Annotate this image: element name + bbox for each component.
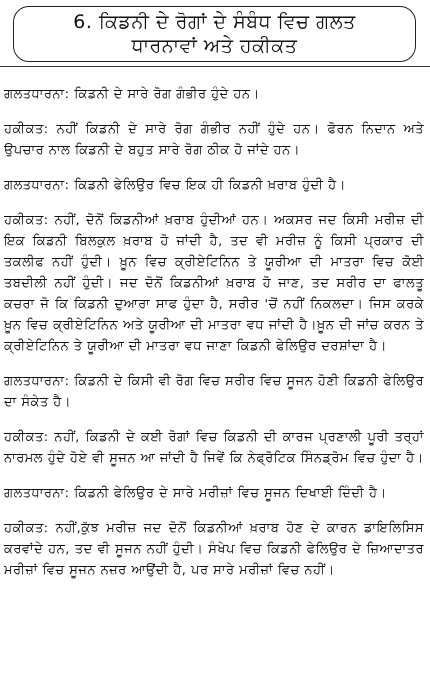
paragraph-fact-2 [4,210,424,357]
misconception-label: ਗਲਤਧਾਰਨਾ: [4,178,70,193]
paragraph-misconception-3 [4,371,424,413]
paragraph-text: ਨਹੀਂ, ਦੋਨੋਂ ਕਿਡਨੀਆਂ ਖ਼ਰਾਬ ਹੁੰਦੀਆਂ ਹਨ। ਅਕਸਰ ਜਦ ਕਿਸੀ ਮਰੀਜ਼ ਦੀ ਇਕ ਕਿਡਨੀ ਬਿਲਕੁਲ ਖ਼ਰਾਬ ਹੋ ਜਾਂਦੀ ਹੈ, ਤਦ ਵੀ ਮਰੀਜ਼ ਨੂੰ ਕਿਸੀ ਪ੍ਰਕਾਰ ਦੀ ਤਕਲੀਫ ਨਹੀਂ ਹੁੰਦੀ। ਖ਼ੂਨ ਵਿਚ ਕ੍ਰੀਏਟਿਨਿਨ ਤੇ ਯੂਰੀਆ ਦੀ ਮਾਤਰਾ ਵਿਚ ਕੋਈ ਤਬਦੀਲੀ ਨਹੀਂ ਹੁੰਦੀ। ਜਦ ਦੋਨੋਂ ਕਿਡਨੀਆਂ ਖ਼ਰਾਬ ਹੋ ਜਾਣ, ਤਦ ਸਰੀਰ ਦਾ ਫਾਲਤੂ ਕਚਰਾ ਜੋ ਕਿ ਕਿਡਨੀ ਦੁਆਰਾ ਸਾਫ ਹੁੰਦਾ ਹੈ, ਸਰੀਰ 'ਚੋਂ ਨਹੀਂ ਨਿਕਲਦਾ। ਜਿਸ ਕਰਕੇ ਖ਼ੂਨ ਵਿਚ ਕ੍ਰੀਏਟਿਨਿਨ ਅਤੇ ਯੂਰੀਆ ਦੀ ਮਾਤਰਾ ਵਧ ਜਾਂਦੀ ਹੈ।ਖ਼ੂਨ ਦੀ ਜਾਂਚ ਕਰਨ ਤੇ ਕ੍ਰੀਏਟਿਨਿਨ ਤੇ ਯੂਰੀਆ ਦੀ ਮਾਤਰਾ ਵਧ ਜਾਣਾ ਕਿਡਨੀ ਫੇਲਿਉਰ ਦਰਸ਼ਾਂਦਾ ਹੈ। [4,213,425,354]
paragraph-fact-4 [4,518,424,581]
paragraph-text: ਨਹੀਂ, ਕਿਡਨੀ ਦੇ ਕਈ ਰੋਗਾਂ ਵਿਚ ਕਿਡਨੀ ਦੀ ਕਾਰਜ ਪ੍ਰਣਾਲੀ ਪੂਰੀ ਤਰ੍ਹਾਂ ਨਾਰਮਲ ਹੁੰਦੇ ਹੋਏ ਵੀ ਸੂਜਨ ਆ ਜਾਂਦੀ ਹੈ ਜਿਵੇਂ ਕਿ ਨੇਫ੍ਰੋਟਿਕ ਸਿੰਨਡ੍ਰੋਮ ਵਿਚ ਹੁੰਦਾ ਹੈ। [4,430,425,466]
paragraph-text: ਕਿਡਨੀ ਫੇਲਿਉਰ ਦੇ ਸਾਰੇ ਮਰੀਜ਼ਾਂ ਵਿਚ ਸੂਜਨ ਦਿਖਾਈ ਦਿੰਦੀ ਹੈ। [74,486,387,501]
fact-label: ਹਕੀਕਤ: [4,122,49,137]
paragraph-text: ਕਿਡਨੀ ਦੇ ਸਾਰੇ ਰੋਗ ਗੰਭੀਰ ਹੁੰਦੇ ਹਨ। [74,87,260,102]
paragraph-fact-1 [4,119,424,161]
fact-label: ਹਕੀਕਤ: [4,430,49,445]
paragraph-fact-3 [4,427,424,469]
title-line-1: 6. ਕਿਡਨੀ ਦੇ ਰੋਗਾਂ ਦੇ ਸੰਬੰਧ ਵਿਚ ਗਲਤ [73,11,356,33]
title-divider [0,66,430,67]
paragraph-text: ਕਿਡਨੀ ਦੇ ਕਿਸੀ ਵੀ ਰੋਗ ਵਿਚ ਸਰੀਰ ਵਿਚ ਸੂਜਨ ਹੋਣੀ ਕਿਡਨੀ ਫੇਲਿਉਰ ਦਾ ਸੰਕੇਤ ਹੈ। [4,374,424,410]
document-body [4,84,424,595]
paragraph-misconception-1 [4,84,424,105]
title-line-2: ਧਾਰਨਾਵਾਂ ਅਤੇ ਹਕੀਕਤ [131,35,298,57]
paragraph-text: ਨਹੀਂ ਕਿਡਨੀ ਦੇ ਸਾਰੇ ਰੋਗ ਗੰਭੀਰ ਨਹੀਂ ਹੁੰਦੇ ਹਨ। ਫੋਰਨ ਨਿਦਾਨ ਅਤੇ ਉਪਚਾਰ ਨਾਲ ਕਿਡਨੀ ਦੇ ਬਹੁਤ ਸਾਰੇ ਰੋਗ ਠੀਕ ਹੋ ਜਾਂਦੇ ਹਨ। [4,122,424,158]
misconception-label: ਗਲਤਧਾਰਨਾ: [4,374,70,389]
paragraph-text: ਕਿਡਨੀ ਫੇਲਿਉਰ ਵਿਚ ਇਕ ਹੀ ਕਿਡਨੀ ਖ਼ਰਾਬ ਹੁੰਦੀ ਹੈ। [74,178,346,193]
fact-label: ਹਕੀਕਤ: [4,521,49,536]
misconception-label: ਗਲਤਧਾਰਨਾ: [4,87,70,102]
misconception-label: ਗਲਤਧਾਰਨਾ: [4,486,70,501]
paragraph-misconception-4 [4,483,424,504]
paragraph-text: ਨਹੀਂ,ਕੁੱਝ ਮਰੀਜ਼ ਜਦ ਦੋਨੋਂ ਕਿਡਨੀਆਂ ਖ਼ਰਾਬ ਹੋਣ ਦੇ ਕਾਰਨ ਡਾਇਲਿਸਿਸ ਕਰਵਾਂਦੇ ਹਨ, ਤਦ ਵੀ ਸੂਜਨ ਨਹੀਂ ਹੁੰਦੀ। ਸੰਖੇਪ ਵਿਚ ਕਿਡਨੀ ਫੇਲਿਉਰ ਦੇ ਜ਼ਿਆਦਾਤਰ ਮਰੀਜ਼ਾਂ ਵਿਚ ਸੂਜਨ ਨਜ਼ਰ ਆਉਂਦੀ ਹੈ, ਪਰ ਸਾਰੇ ਮਰੀਜ਼ਾਂ ਵਿਚ ਨਹੀਂ। [4,521,424,578]
paragraph-misconception-2 [4,175,424,196]
fact-label: ਹਕੀਕਤ: [4,213,49,228]
title-box [13,6,416,62]
